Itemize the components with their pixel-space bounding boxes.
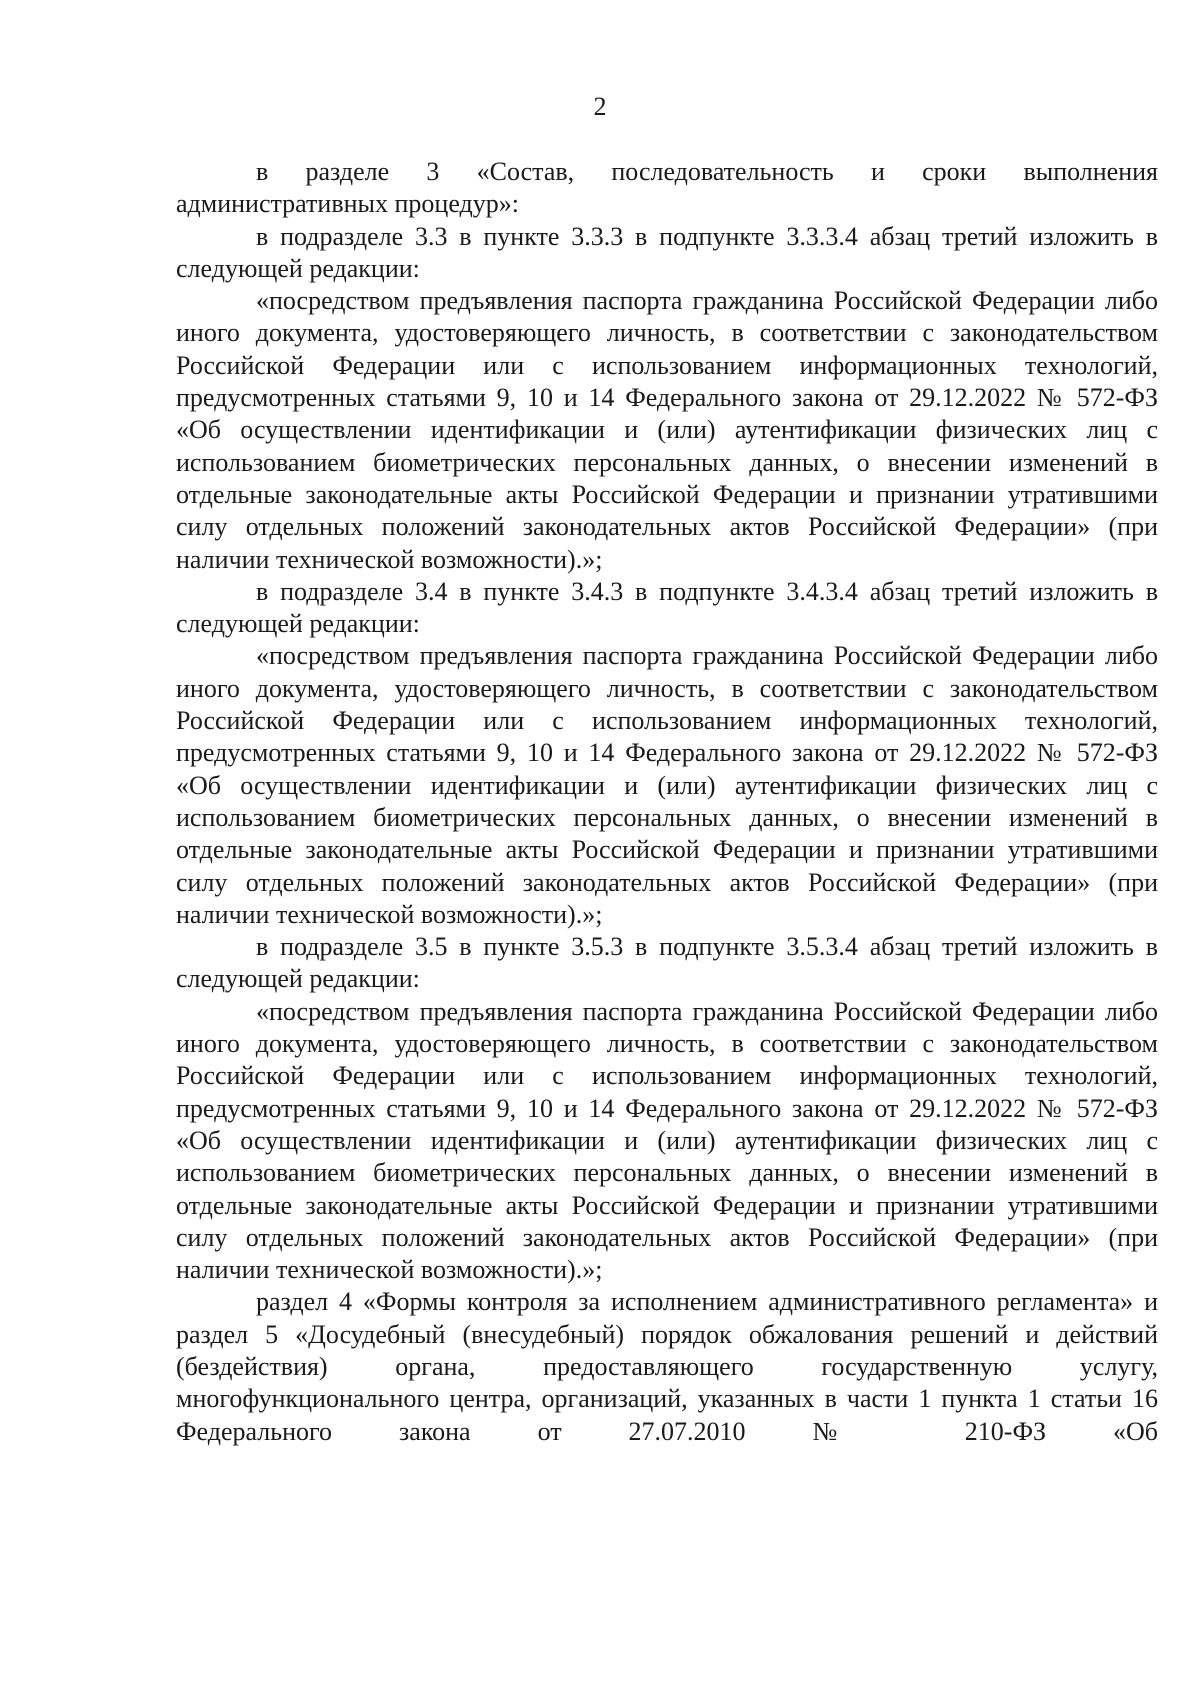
paragraph-quote-3-5: «посредством предъявления паспорта гражданина Российской Федерации либо иного документа, удостоверяющего личность, в соответствии с законодательством Российской Федерации или с использованием информационных технологий, предусмотренных статьями 9, 10 и 14 Федерального закона от 29.12.2022 № 572-ФЗ «Об осуществлении идентификации и (или) аутентификации физических лиц с использованием биометрических персональных данных, о внесении изменений в отдельные законодательные акты Российской Федерации и признании утратившими силу отдельных положений законодательных актов Российской Федерации» (при наличии технической возможности).»; bbox=[176, 996, 1158, 1285]
document-body bbox=[176, 156, 1158, 1448]
page-number: 2 bbox=[593, 92, 607, 121]
paragraph-quote-3-4: «посредством предъявления паспорта гражданина Российской Федерации либо иного документа, удостоверяющего личность, в соответствии с законодательством Российской Федерации или с использованием информационных технологий, предусмотренных статьями 9, 10 и 14 Федерального закона от 29.12.2022 № 572-ФЗ «Об осуществлении идентификации и (или) аутентификации физических лиц с использованием биометрических персональных данных, о внесении изменений в отдельные законодательные акты Российской Федерации и признании утратившими силу отдельных положений законодательных актов Российской Федерации» (при наличии технической возможности).»; bbox=[176, 641, 1158, 929]
paragraph-subsection-3-3: в подразделе 3.3 в пункте 3.3.3 в подпункте 3.3.3.4 абзац третий изложить в следующей редакции: bbox=[176, 221, 1158, 283]
paragraph-subsection-3-4: в подразделе 3.4 в пункте 3.4.3 в подпункте 3.4.3.4 абзац третий изложить в следующей редакции: bbox=[176, 576, 1158, 639]
paragraph-subsection-3-5: в подразделе 3.5 в пункте 3.5.3 в подпункте 3.5.3.4 абзац третий изложить в следующей редакции: bbox=[176, 932, 1158, 994]
paragraph-quote-3-3: «посредством предъявления паспорта гражданина Российской Федерации либо иного документа, удостоверяющего личность, в соответствии с законодательством Российской Федерации или с использованием информационных технологий, предусмотренных статьями 9, 10 и 14 Федерального закона от 29.12.2022 № 572-ФЗ «Об осуществлении идентификации и (или) аутентификации физических лиц с использованием биометрических персональных данных, о внесении изменений в отдельные законодательные акты Российской Федерации и признании утратившими силу отдельных положений законодательных актов Российской Федерации» (при наличии технической возможности).»; bbox=[176, 286, 1158, 574]
paragraph-section-3-intro: в разделе 3 «Состав, последовательность и сроки выполнения административных процедур»: bbox=[176, 157, 1158, 219]
paragraph-sections-4-5: раздел 4 «Формы контроля за исполнением административного регламента» и раздел 5 «Досудебный (внесудебный) порядок обжалования решений и действий (бездействия) органа, предоставляющего государственную услугу, многофункционального центра, организаций, указанных в части 1 пункта 1 статьи 16 Федерального закона от 27.07.2010 № 210-ФЗ «Об bbox=[176, 1287, 1158, 1446]
